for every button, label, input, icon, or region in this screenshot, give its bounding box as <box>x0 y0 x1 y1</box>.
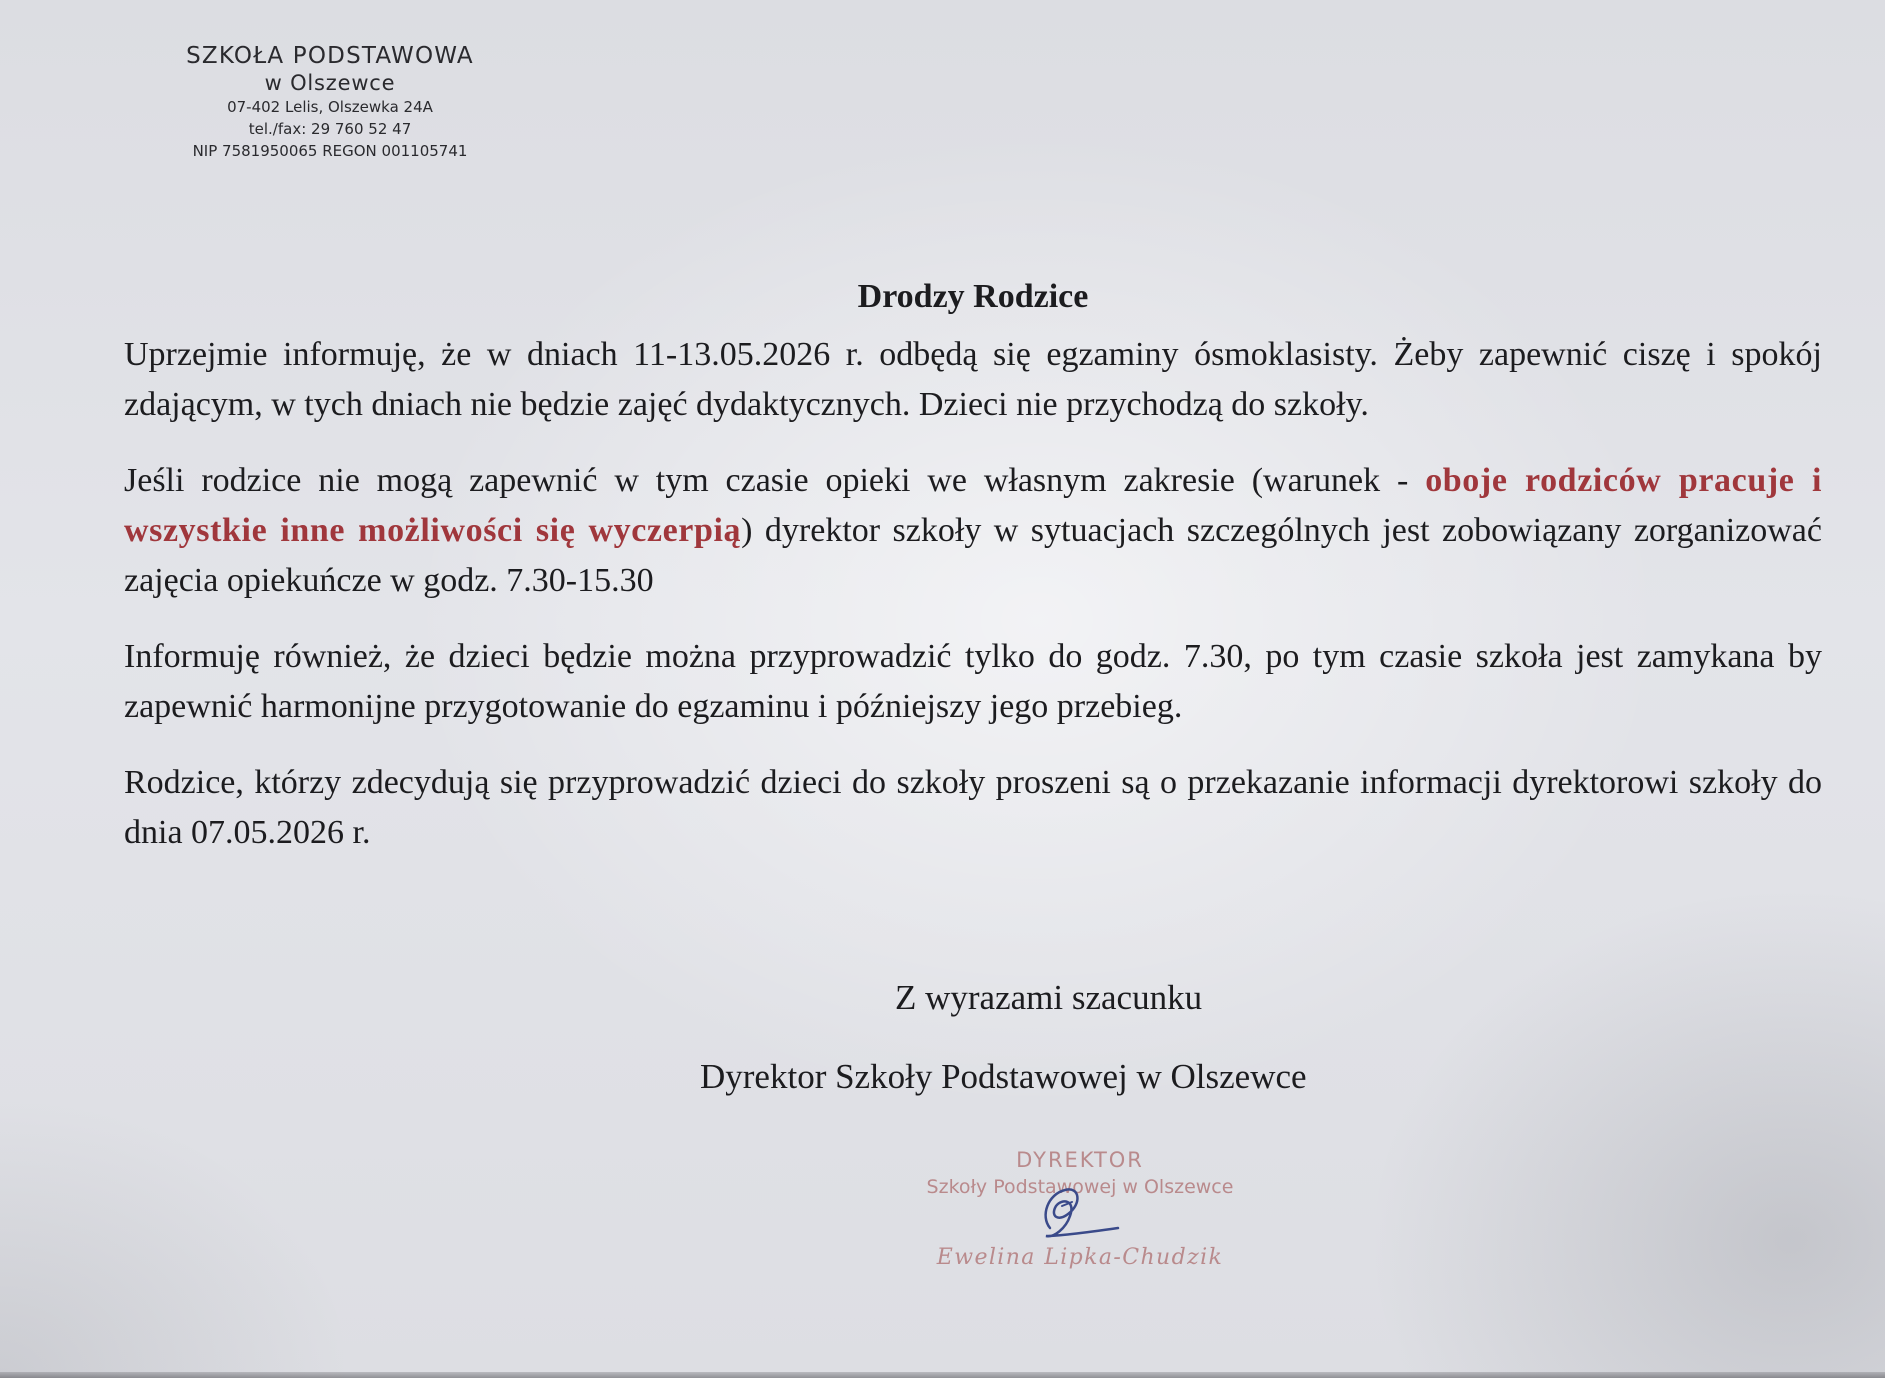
stamp-name: Ewelina Lipka-Chudzik <box>936 1245 1224 1270</box>
letter-body <box>124 272 1822 884</box>
paragraph-exam-dates: Uprzejmie informuję, że w dniach 11-13.05.2026 r. odbędą się egzaminy ósmoklasisty. Żeby zapewnić ciszę i spokój zdającym, w tych dniach nie będzie zajęć dydaktycznych. Dzieci nie przychodzą do szkoły. <box>124 336 1822 423</box>
letter-closing: Z wyrazami szacunku <box>895 978 1203 1017</box>
stamp-title: DYREKTOR <box>1016 1148 1144 1172</box>
school-phone: tel./fax: 29 760 52 47 <box>248 120 412 138</box>
school-ids: NIP 7581950065 REGON 001105741 <box>192 142 468 160</box>
childcare-text-end: ) dyrektor szkoły w sytuacjach szczególnych jest zobowiązany zorganizować zajęcia opiekuńcze w godz. 7.30-15.30 <box>124 512 1822 599</box>
school-address: 07-402 Lelis, Olszewka 24A <box>227 98 433 116</box>
school-place: w Olszewce <box>264 71 396 95</box>
childcare-text-start: Jeśli rodzice nie mogą zapewnić w tym czasie opieki we własnym zakresie (warunek - <box>124 462 1426 499</box>
paragraph-deadline: Rodzice, którzy zdecydują się przyprowadzić dzieci do szkoły proszeni są o przekazanie informacji dyrektorowi szkoły do dnia 07.05.2026 r. <box>124 764 1822 851</box>
letter-signer: Dyrektor Szkoły Podstawowej w Olszewce <box>700 1057 1307 1096</box>
paragraph-childcare <box>124 456 1822 606</box>
letter-greeting: Drodzy Rodzice <box>857 278 1089 315</box>
letterhead <box>170 42 490 162</box>
handwritten-signature <box>1010 1176 1160 1246</box>
stamp-subtitle: Szkoły Podstawowej w Olszewce <box>926 1176 1234 1198</box>
childcare-condition-highlight: oboje rodziców pracuje i wszystkie inne możliwości się wyczerpią <box>124 462 1822 549</box>
school-name: SZKOŁA PODSTAWOWA <box>186 43 474 69</box>
paper-bottom-edge <box>0 1372 1885 1378</box>
paragraph-drop-off-time: Informuję również, że dzieci będzie można przyprowadzić tylko do godz. 7.30, po tym czasie szkoła jest zamykana by zapewnić harmonijne przygotowanie do egzaminu i późniejszy jego przebieg. <box>124 638 1822 725</box>
